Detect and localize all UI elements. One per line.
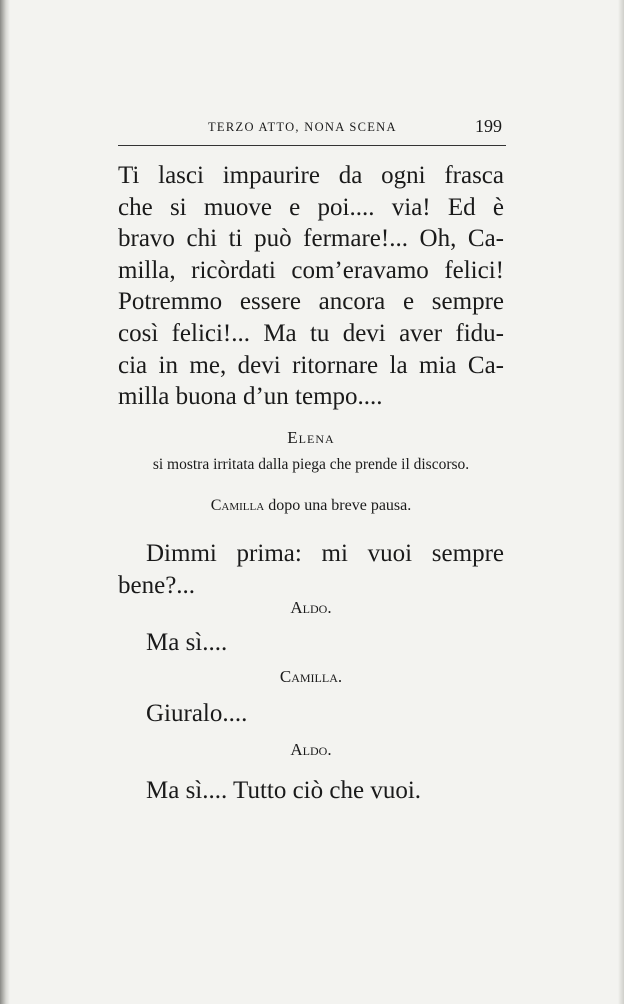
text-line: cia in me, devi ritornare la mia Ca- xyxy=(118,351,504,379)
text-line: Ti lasci impaurire da ogni frasca xyxy=(118,162,504,189)
speaker-camilla: Camilla. xyxy=(279,667,343,686)
speaker-elena: Elena xyxy=(287,428,335,447)
text-line: Potremmo essere ancora e sempre xyxy=(118,288,504,316)
page-right-edge xyxy=(618,0,624,1004)
paragraph-speech-2 xyxy=(118,538,504,601)
paragraph-speech-5: Ma sì.... Tutto ciò che vuoi. xyxy=(146,777,422,804)
paragraph-speech-4: Giuralo.... xyxy=(146,700,248,727)
stage-direction-camilla: dopo una breve pausa. xyxy=(268,497,412,514)
text-line: milla, ricòrdati com’eravamo felici! xyxy=(118,256,504,284)
stage-direction-elena: si mostra irritata dalla piega che prende il discorso. xyxy=(152,456,470,473)
speaker-camilla: Camilla xyxy=(210,497,265,514)
speaker-camilla-cue xyxy=(118,497,504,515)
page-left-edge xyxy=(0,0,10,1004)
paragraph-speech-1 xyxy=(118,160,504,413)
text-line: milla buona d’un tempo.... xyxy=(118,383,383,411)
text-line: che si muove e poi.... via! Ed è xyxy=(118,193,504,221)
page-header xyxy=(118,116,508,138)
page-number: 199 xyxy=(475,116,502,136)
speaker-aldo: Aldo. xyxy=(290,598,332,617)
speaker-aldo: Aldo. xyxy=(290,740,332,759)
running-head: TERZO ATTO, NONA SCENA xyxy=(208,120,397,134)
text-line: Dimmi prima: mi vuoi sempre xyxy=(146,540,504,567)
header-rule xyxy=(118,145,506,146)
text-line: bene?... xyxy=(118,571,196,599)
text-line: così felici!... Ma tu devi aver fidu- xyxy=(118,319,504,347)
text-line: bravo chi ti può fermare!... Oh, Ca- xyxy=(118,225,504,253)
paragraph-speech-3: Ma sì.... xyxy=(146,629,228,656)
